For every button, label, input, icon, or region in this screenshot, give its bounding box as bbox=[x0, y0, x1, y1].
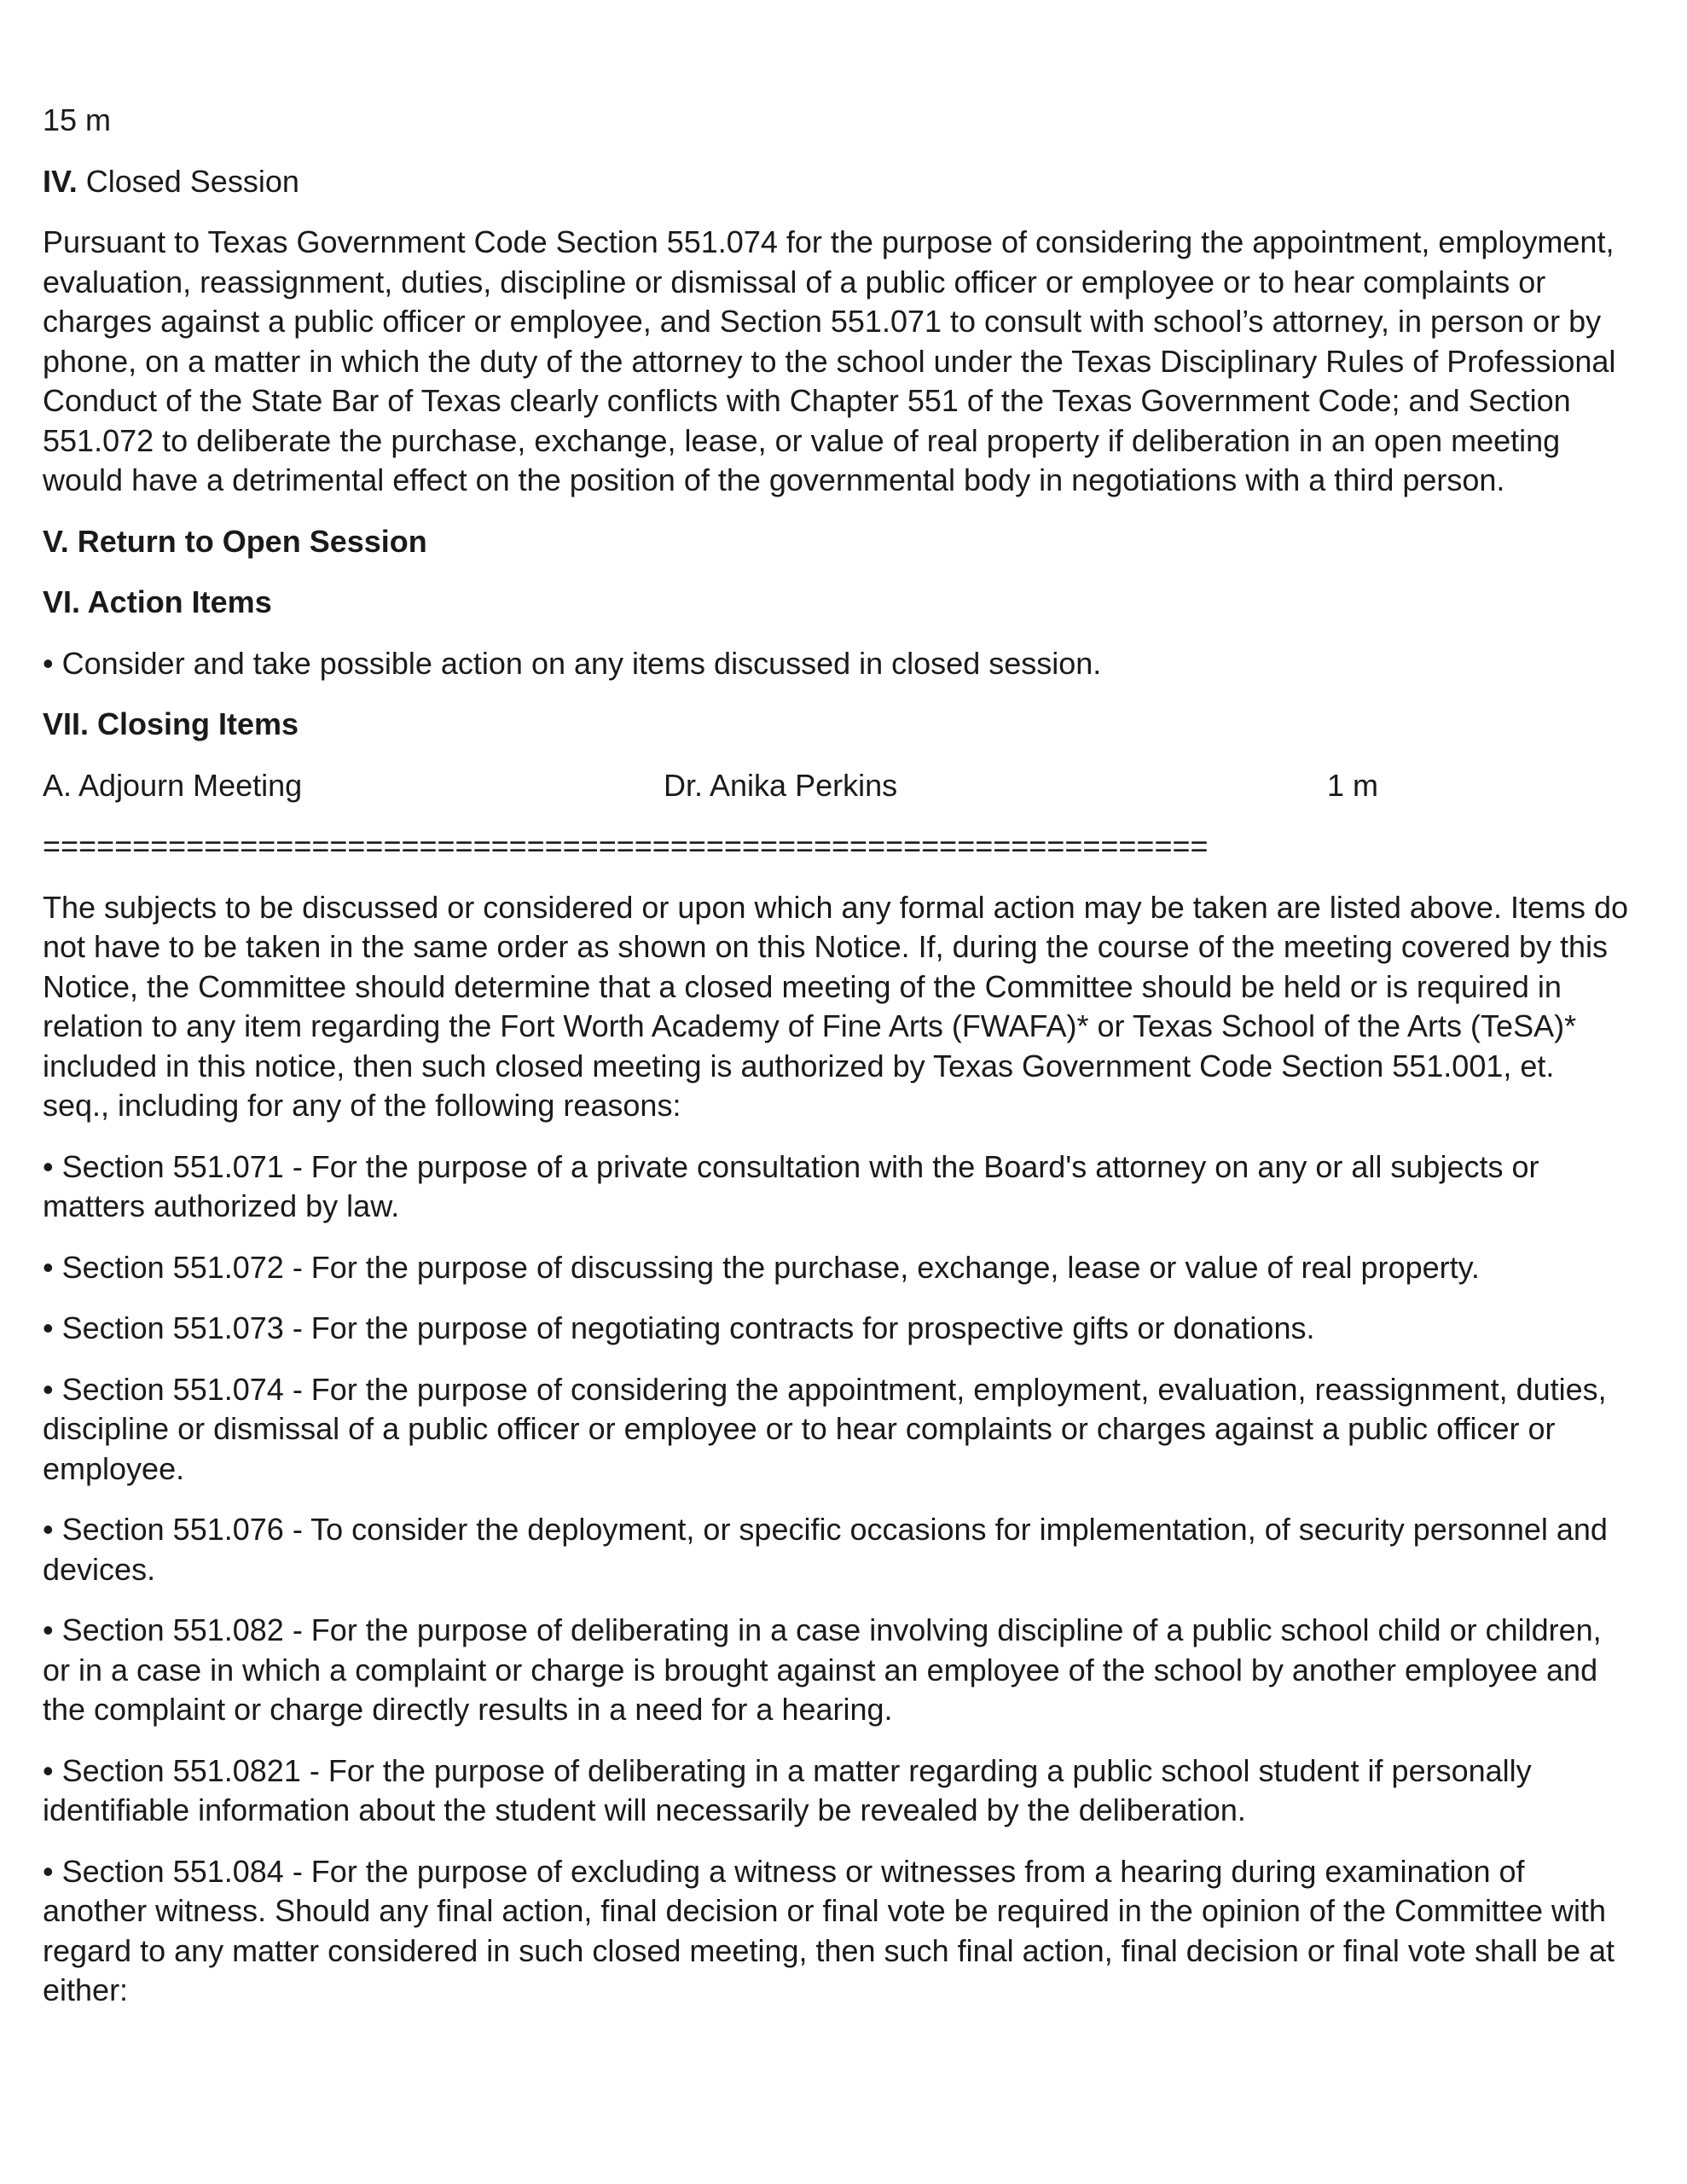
section-item: • Section 551.082 - For the purpose of deliberating in a case involving discipline of a public school child or children, or in a case in which a complaint or charge is brought against an employee of the school by another employee and the complaint or charge directly results in a need for a hearing. bbox=[43, 1612, 1602, 1727]
agenda-item-row bbox=[43, 766, 1629, 806]
section-item: • Section 551.074 - For the purpose of considering the appointment, employment, evaluation, reassignment, duties, discipline or dismissal of a public officer or employee or to hear complaints or charges against a public officer or employee. bbox=[43, 1371, 1607, 1486]
notice-intro: The subjects to be discussed or considered or upon which any formal action may be taken are listed above. Items do not have to be taken in the same order as shown on this Notice. If, during the course of the meeting covered by this Notice, the Committee should determine that a closed meeting of the Committee should be held or is required in relation to any item regarding the Fort Worth Academy of Fine Arts (FWAFA)* or Texas School of the Arts (TeSA)* included in this notice, then such closed meeting is authorized by Texas Government Code Section 551.001, et. seq., including for any of the following reasons: bbox=[43, 889, 1629, 1123]
action-item-bullet: • Consider and take possible action on any items discussed in closed session. bbox=[43, 645, 1102, 681]
agenda-item-title: A. Adjourn Meeting bbox=[43, 767, 303, 803]
agenda-document bbox=[43, 101, 1629, 2032]
duration-label: 15 m bbox=[43, 102, 112, 137]
closing-items-heading: VII. Closing Items bbox=[43, 706, 299, 741]
separator-line: ================================================================= bbox=[43, 828, 1209, 863]
return-open-session-heading: V. Return to Open Session bbox=[43, 523, 427, 559]
agenda-item-duration: 1 m bbox=[1327, 767, 1379, 803]
section-item: • Section 551.071 - For the purpose of a private consultation with the Board's attorney on any or all subjects or matters authorized by law. bbox=[43, 1148, 1539, 1223]
section-item: • Section 551.0821 - For the purpose of deliberating in a matter regarding a public school student if personally identifiable information about the student will necessarily be revealed by the deliberation. bbox=[43, 1752, 1532, 1827]
section-item: • Section 551.076 - To consider the deployment, or specific occasions for implementation, of security personnel and devices. bbox=[43, 1512, 1608, 1587]
action-items-heading: VI. Action Items bbox=[43, 584, 272, 619]
section-item: • Section 551.072 - For the purpose of discussing the purchase, exchange, lease or value of real property. bbox=[43, 1249, 1480, 1285]
section-title: Closed Session bbox=[85, 163, 299, 199]
section-item: • Section 551.084 - For the purpose of excluding a witness or witnesses from a hearing during examination of another witness. Should any final action, final decision or final vote be required in the opinion of the Committee with regard to any matter considered in such closed meeting, then such final action, final decision or final vote shall be at either: bbox=[43, 1853, 1615, 2007]
closed-session-heading bbox=[43, 162, 1629, 202]
closed-session-body: Pursuant to Texas Government Code Section 551.074 for the purpose of considering the appointment, employment, evaluation, reassignment, duties, discipline or dismissal of a public officer or employee or to hear complaints or charges against a public officer or employee, and Section 551.071 to consult with school’s attorney, in person or by phone, on a matter in which the duty of the attorney to the school under the Texas Disciplinary Rules of Professional Conduct of the State Bar of Texas clearly conflicts with Chapter 551 of the Texas Government Code; and Section 551.072 to deliberate the purchase, exchange, lease, or value of real property if deliberation in an open meeting would have a detrimental effect on the position of the governmental body in negotiations with a third person. bbox=[43, 224, 1616, 497]
section-item: • Section 551.073 - For the purpose of negotiating contracts for prospective gifts or donations. bbox=[43, 1310, 1315, 1345]
section-numeral: IV. bbox=[43, 163, 78, 199]
agenda-item-presenter: Dr. Anika Perkins bbox=[664, 767, 898, 803]
